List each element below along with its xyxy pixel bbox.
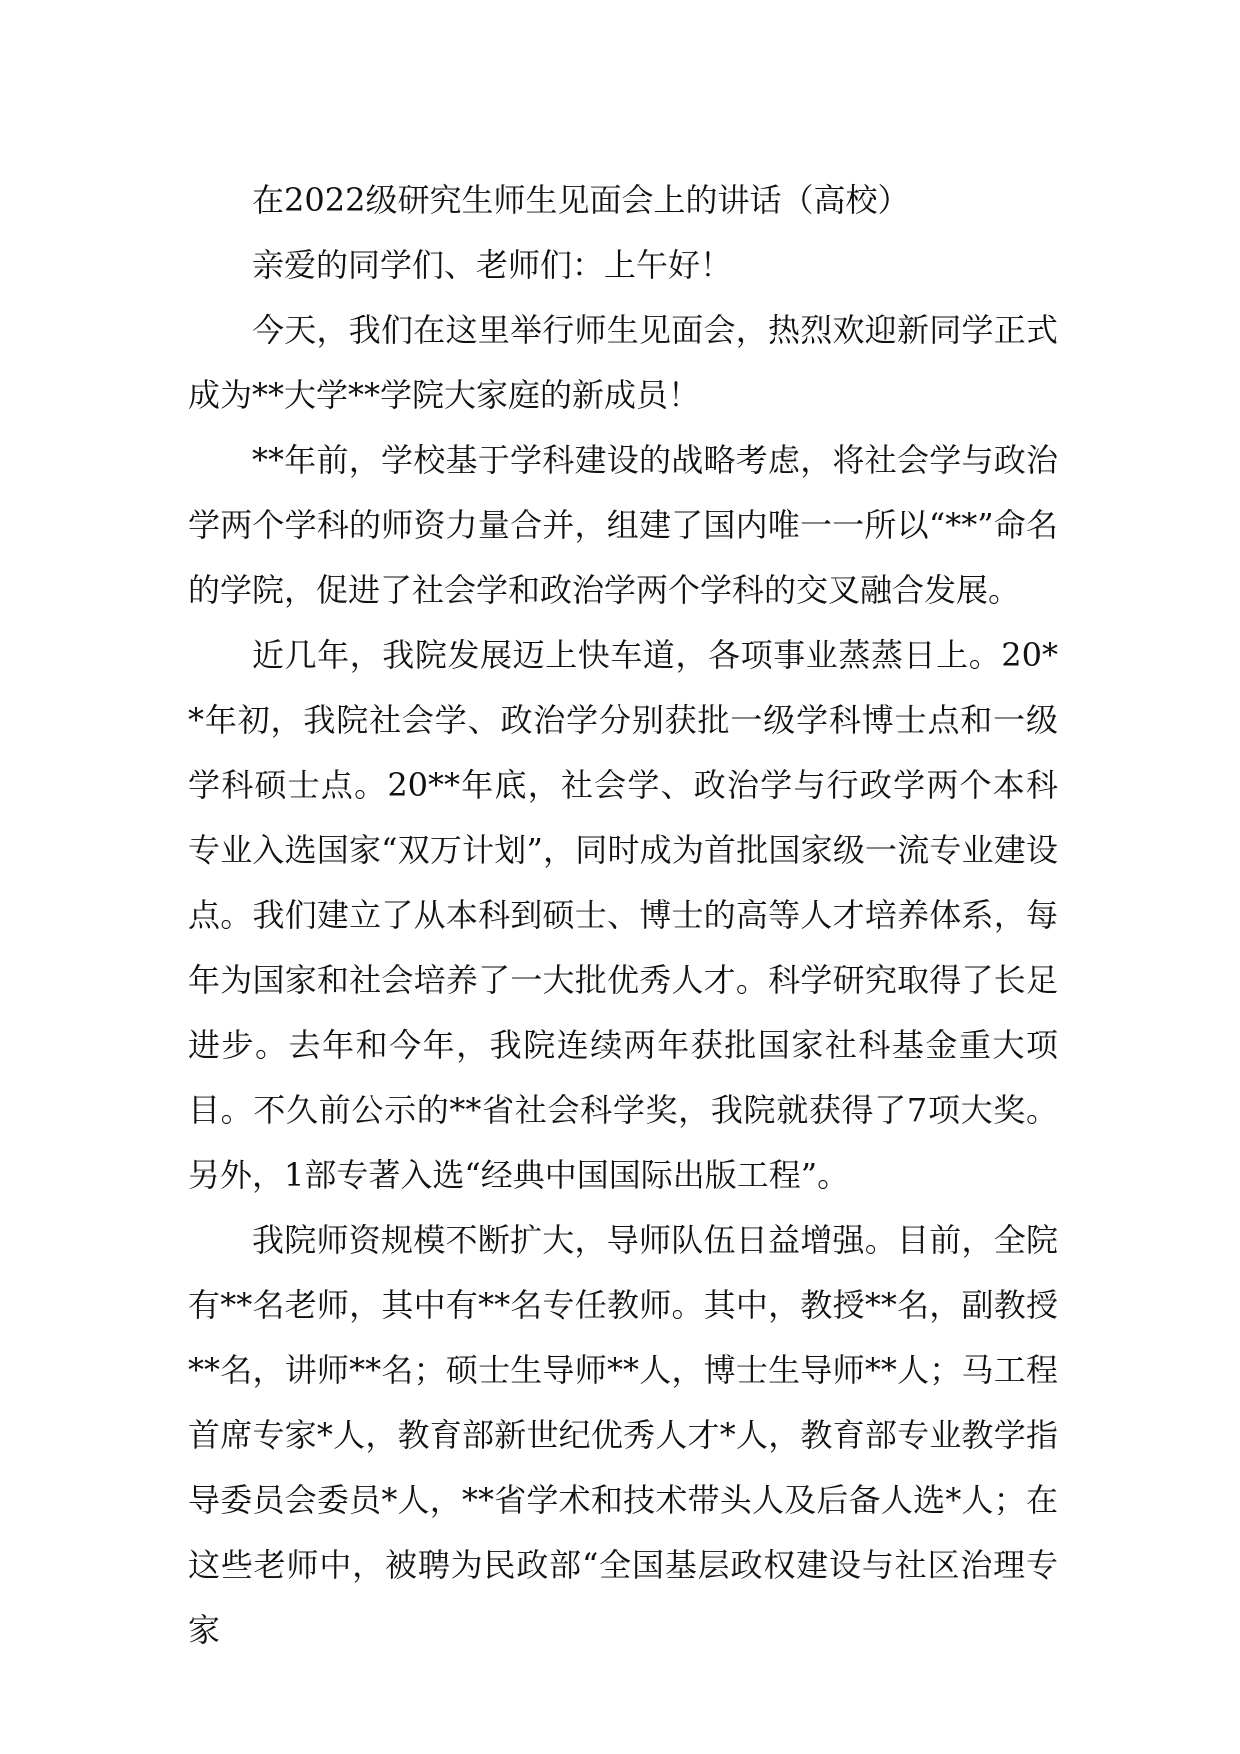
paragraph-history: **年前，学校基于学科建设的战略考虑，将社会学与政治学两个学科的师资力量合并，组建了国内唯一一所以“**”命名的学院，促进了社会学和政治学两个学科的交叉融合发展。 xyxy=(188,441,1058,609)
document-body xyxy=(188,168,1058,1663)
paragraph-faculty: 我院师资规模不断扩大，导师队伍日益增强。目前，全院有**名老师，其中有**名专任教师。其中，教授**名，副教授**名，讲师**名；硕士生导师**人，博士生导师**人；马工程首席专家*人，教育部新世纪优秀人才*人，教育部专业教学指导委员会委员*人，**省学术和技术带头人及后备人选*人；在这些老师中，被聘为民政部“全国基层政权建设与社区治理专家 xyxy=(188,1221,1058,1649)
paragraph-welcome: 今天，我们在这里举行师生见面会，热烈欢迎新同学正式成为**大学**学院大家庭的新成员！ xyxy=(188,311,1058,414)
paragraph-achievements: 近几年，我院发展迈上快车道，各项事业蒸蒸日上。20**年初，我院社会学、政治学分别获批一级学科博士点和一级学科硕士点。20**年底，社会学、政治学与行政学两个本科专业入选国家“双万计划”，同时成为首批国家级一流专业建设点。我们建立了从本科到硕士、博士的高等人才培养体系，每年为国家和社会培养了一大批优秀人才。科学研究取得了长足进步。去年和今年，我院连续两年获批国家社科基金重大项目。不久前公示的**省社会科学奖，我院就获得了7项大奖。另外，1部专著入选“经典中国国际出版工程”。 xyxy=(188,636,1058,1194)
paragraph-greeting: 亲爱的同学们、老师们：上午好！ xyxy=(252,246,733,284)
document-title: 在2022级研究生师生见面会上的讲话（高校） xyxy=(252,181,910,219)
